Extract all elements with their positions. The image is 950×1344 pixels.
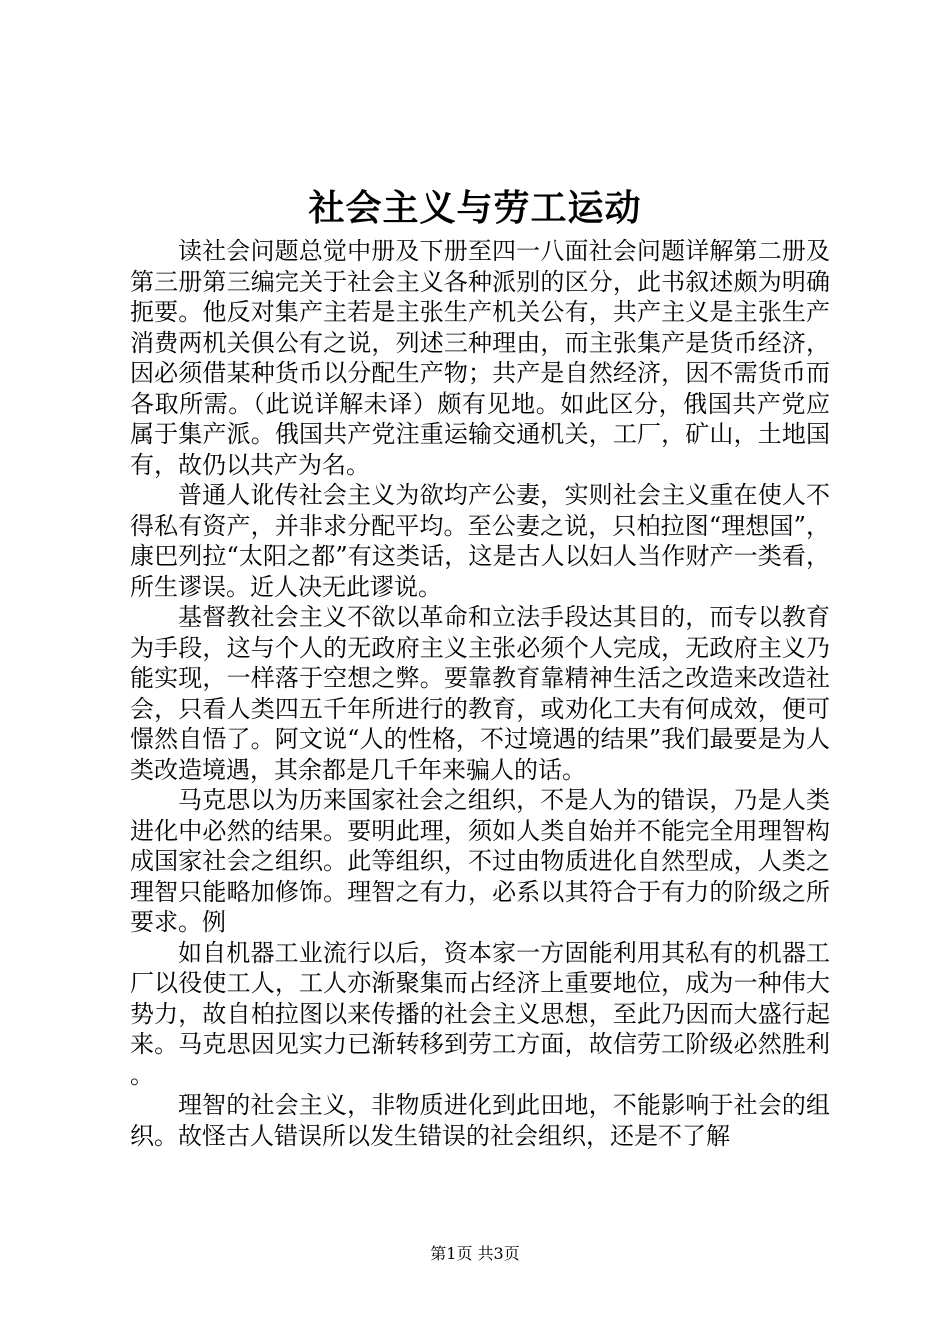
paragraph: 基督教社会主义不欲以革命和立法手段达其目的，而专以教育为手段，这与个人的无政府主义主张必须个人完成，无政府主义乃能实现，一样落于空想之弊。要靠教育靠精神生活之改造来改造社会，只看人类四五千年所进行的教育，或劝化工夫有何成效，便可憬然自悟了。阿文说“人的性格，不过境遇的结果”我们最要是为人类改造境遇，其余都是几千年来骗人的话。 <box>130 603 830 784</box>
document-body <box>130 236 830 1151</box>
page-footer: 第1页 共3页 <box>430 1244 520 1263</box>
document-title: 社会主义与劳工运动 <box>308 187 642 229</box>
paragraph: 理智的社会主义，非物质进化到此田地，不能影响于社会的组织。故怪古人错误所以发生错误的社会组织，还是不了解 <box>130 1091 830 1150</box>
paragraph: 普通人讹传社会主义为欲均产公妻，实则社会主义重在使人不得私有资产，并非求分配平均。至公妻之说，只柏拉图“理想国”，康巴列拉“太阳之都”有这类话，这是古人以妇人当作财产一类看，所生谬误。近人决无此谬说。 <box>130 481 830 601</box>
paragraph: 如自机器工业流行以后，资本家一方固能利用其私有的机器工厂以役使工人，工人亦渐聚集而占经济上重要地位，成为一种伟大势力，故自柏拉图以来传播的社会主义思想，至此乃因而大盛行起来。马克思因见实力已渐转移到劳工方面，故信劳工阶级必然胜利。 <box>130 938 830 1089</box>
paragraph: 读社会问题总觉中册及下册至四一八面社会问题详解第二册及第三册第三编完关于社会主义各种派别的区分，此书叙述颇为明确扼要。他反对集产主若是主张生产机关公有，共产主义是主张生产消费两机关俱公有之说，列述三种理由，而主张集产是货币经济，因必须借某种货币以分配生产物；共产是自然经济，因不需货币而各取所需。（此说详解未译）颇有见地。如此区分，俄国共产党应属于集产派。俄国共产党注重运输交通机关，工厂，矿山，土地国有，故仍以共产为名。 <box>130 237 830 479</box>
paragraph: 马克思以为历来国家社会之组织，不是人为的错误，乃是人类进化中必然的结果。要明此理，须如人类自始并不能完全用理智构成国家社会之组织。此等组织，不过由物质进化自然型成，人类之理智只能略加修饰。理智之有力，必系以其符合于有力的阶级之所要求。例 <box>130 786 830 936</box>
